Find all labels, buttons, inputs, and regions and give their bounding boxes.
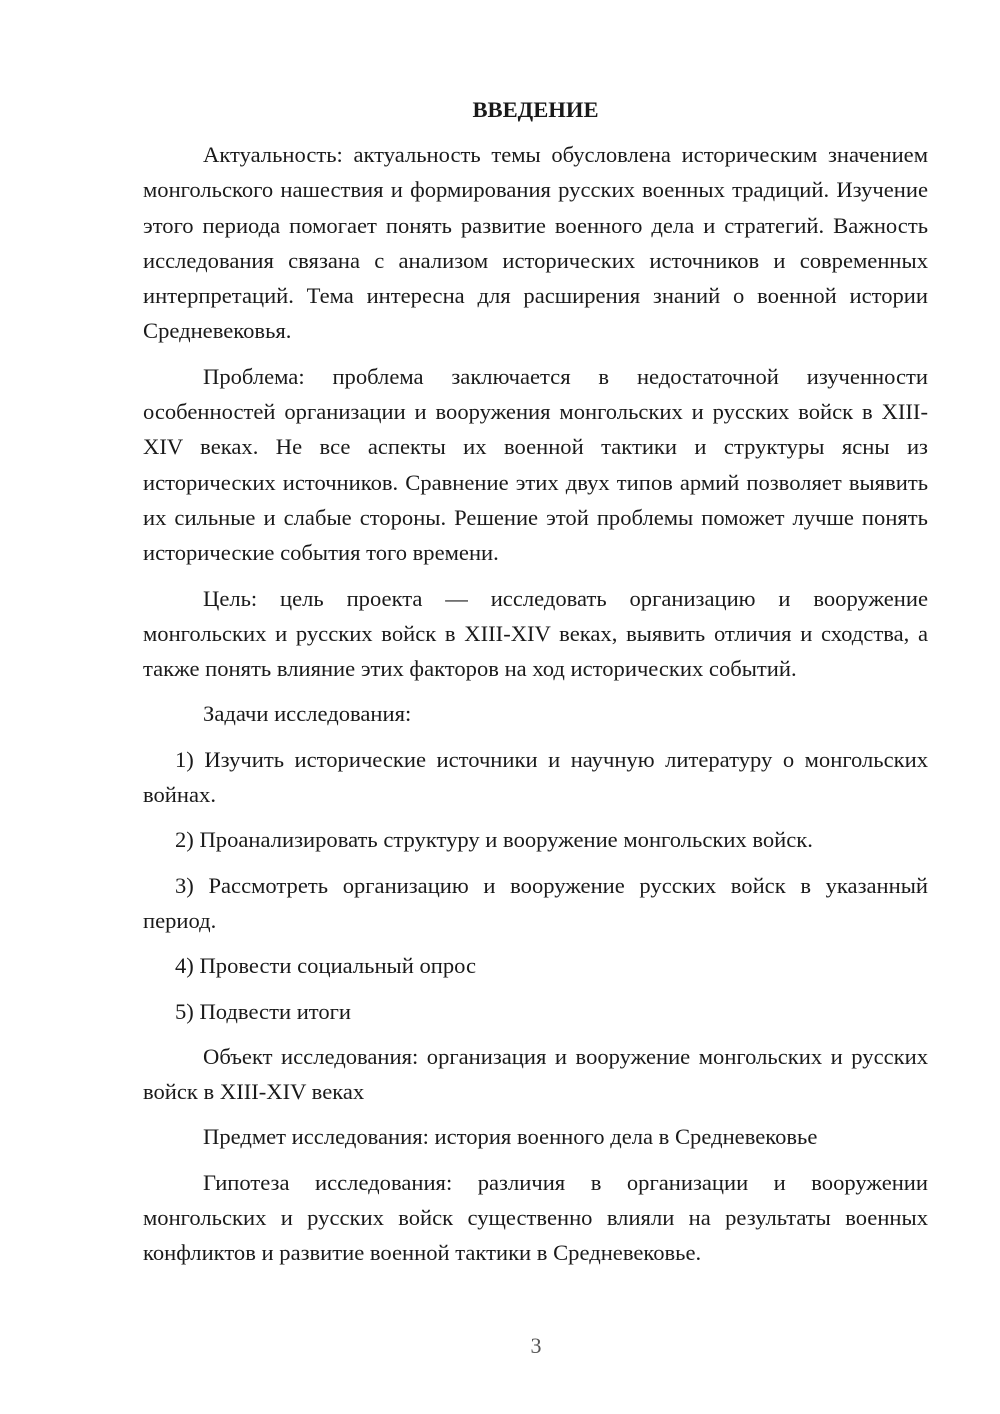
tasks-heading: Задачи исследования: bbox=[203, 701, 412, 727]
page-number: 3 bbox=[530, 1333, 542, 1358]
relevance-paragraph: Актуальность: актуальность темы обусловлена историческим значением монгольского нашествия и формирования русских военных традиций. Изучение этого периода помогает понять развитие военного дела и стратегий. Важность исследования связана с анализом исторических источников и современных интерпретаций. Тема интересна для расширения знаний о военной истории Средневековья. bbox=[143, 142, 928, 344]
goal-paragraph: Цель: цель проекта — исследовать организацию и вооружение монгольских и русских войск в XIII-XIV веках, выявить отличия и сходства, а также понять влияние этих факторов на ход исторических событий. bbox=[143, 585, 928, 682]
task-item: 5) Подвести итоги bbox=[175, 998, 352, 1024]
task-item: 1) Изучить исторические источники и научную литературу о монгольских войнах. bbox=[143, 746, 928, 808]
object-paragraph: Объект исследования: организация и вооружение монгольских и русских войск в XIII-XIV веках bbox=[143, 1043, 928, 1105]
hypothesis-paragraph: Гипотеза исследования: различия в организации и вооружении монгольских и русских войск существенно влияли на результаты военных конфликтов и развитие военной тактики в Средневековье. bbox=[143, 1169, 928, 1266]
problem-paragraph: Проблема: проблема заключается в недостаточной изученности особенностей организации и вооружения монгольских и русских войск в XIII-XIV веках. Не все аспекты их военной тактики и структуры ясны из исторических источников. Сравнение этих двух типов армий позволяет выявить их сильные и слабые стороны. Решение этой проблемы поможет лучше понять исторические события того времени. bbox=[143, 363, 928, 566]
task-item: 3) Рассмотреть организацию и вооружение русских войск в указанный период. bbox=[143, 872, 928, 933]
section-title: ВВЕДЕНИЕ bbox=[472, 97, 599, 122]
subject-paragraph: Предмет исследования: история военного дела в Средневековье bbox=[203, 1124, 818, 1150]
document-body bbox=[143, 92, 928, 1281]
task-item: 2) Проанализировать структуру и вооружение монгольских войск. bbox=[175, 827, 813, 853]
task-item: 4) Провести социальный опрос bbox=[175, 953, 477, 979]
